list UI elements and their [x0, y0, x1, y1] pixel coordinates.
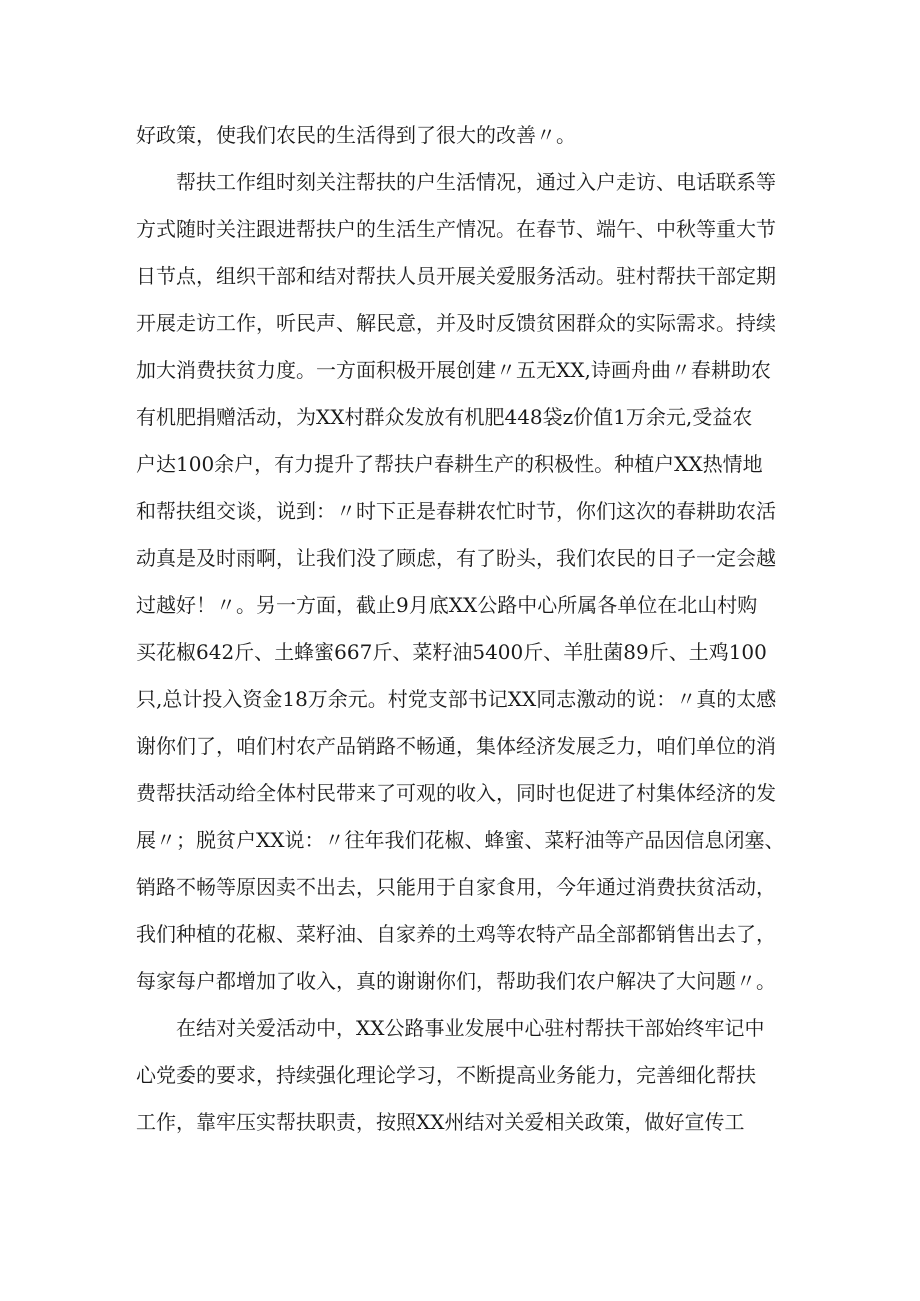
text-line: 方式随时关注跟进帮扶户的生活生产情况。在春节、端午、中秋等重大节 [136, 217, 776, 241]
text-line: 费帮扶活动给全体村民带来了可观的收入，同时也促进了村集体经济的发 [136, 781, 776, 805]
text-line: 有机肥捐赠活动，为XX村群众发放有机肥448袋z价值1万余元,受益农 [136, 405, 753, 429]
text-line: 过越好！〃。另一方面，截止9月底XX公路中心所属各单位在北山村购 [136, 593, 758, 617]
text-line: 心党委的要求，持续强化理论学习，不断提高业务能力，完善细化帮扶 [136, 1063, 756, 1087]
text-line: 工作，靠牢压实帮扶职责，按照XX州结对关爱相关政策，做好宣传工 [136, 1110, 745, 1134]
text-line: 在结对关爱活动中，XX公路事业发展中心驻村帮扶干部始终牢记中 [136, 1016, 765, 1040]
text-line: 户达100余户，有力提升了帮扶户春耕生产的积极性。种植户XX热情地 [136, 452, 763, 476]
text-line: 我们种植的花椒、菜籽油、自家养的土鸡等农特产品全部都销售出去了， [136, 922, 776, 946]
text-line: 开展走访工作，听民声、解民意，并及时反馈贫困群众的实际需求。持续 [136, 311, 776, 335]
body-text [136, 112, 796, 1146]
text-line: 动真是及时雨啊，让我们没了顾虑，有了盼头，我们农民的日子一定会越 [136, 546, 776, 570]
text-line: 好政策，使我们农民的生活得到了很大的改善〃。 [136, 123, 576, 147]
text-line: 和帮扶组交谈，说到：〃时下正是春耕农忙时节，你们这次的春耕助农活 [136, 499, 776, 523]
text-line: 展〃；脱贫户XX说：〃往年我们花椒、蜂蜜、菜籽油等产品因信息闭塞、 [136, 828, 785, 852]
text-line: 谢你们了，咱们村农产品销路不畅通，集体经济发展乏力，咱们单位的消 [136, 734, 776, 758]
text-line: 帮扶工作组时刻关注帮扶的户生活情况，通过入户走访、电话联系等 [136, 170, 776, 194]
text-line: 只,总计投入资金18万余元。村党支部书记XX同志激动的说：〃真的太感 [136, 687, 777, 711]
text-line: 加大消费扶贫力度。一方面积极开展创建〃五无XX,诗画舟曲〃春耕助农 [136, 358, 771, 382]
text-line: 买花椒642斤、土蜂蜜667斤、菜籽油5400斤、羊肚菌89斤、土鸡100 [136, 640, 767, 664]
text-line: 每家每户都增加了收入，真的谢谢你们，帮助我们农户解决了大问题〃。 [136, 969, 776, 993]
text-line: 销路不畅等原因卖不出去，只能用于自家食用，今年通过消费扶贫活动， [136, 875, 776, 899]
text-line: 日节点，组织干部和结对帮扶人员开展关爱服务活动。驻村帮扶干部定期 [136, 264, 776, 288]
